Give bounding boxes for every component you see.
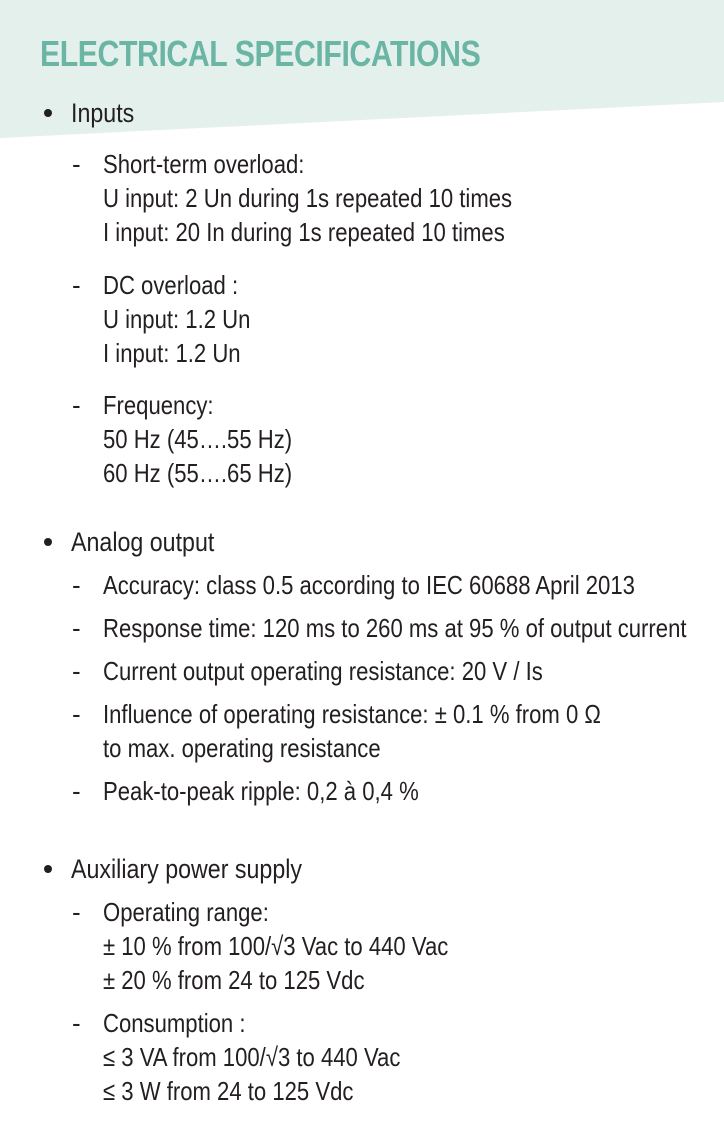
section-heading-label: Analog output	[71, 527, 215, 557]
dash-icon: -	[72, 699, 81, 729]
item-text: DC overload :	[103, 270, 239, 300]
item-text: to max. operating resistance	[103, 733, 381, 763]
dash-icon: -	[72, 570, 81, 600]
item-text: 50 Hz (45….55 Hz)	[103, 424, 293, 454]
item-text: 60 Hz (55….65 Hz)	[103, 458, 293, 488]
bullet-icon	[44, 538, 52, 546]
section-heading-label: Auxiliary power supply	[71, 854, 303, 884]
item-text: ≤ 3 VA from 100/√3 to 440 Vac	[103, 1042, 401, 1072]
item-text: Peak-to-peak ripple: 0,2 à 0,4 %	[103, 776, 419, 806]
item-text: Frequency:	[103, 390, 214, 420]
dash-icon: -	[72, 1008, 81, 1038]
item-text: Short-term overload:	[103, 149, 305, 179]
item-text: U input: 1.2 Un	[103, 304, 251, 334]
item-text: Operating range:	[103, 897, 269, 927]
dash-icon: -	[72, 656, 81, 686]
item-text: ≤ 3 W from 24 to 125 Vdc	[103, 1076, 354, 1106]
bullet-icon	[44, 109, 52, 117]
section-heading-label: Inputs	[71, 98, 135, 128]
item-text: ± 20 % from 24 to 125 Vdc	[103, 965, 365, 995]
item-text: I input: 1.2 Un	[103, 338, 241, 368]
dash-icon: -	[72, 613, 81, 643]
item-text: ± 10 % from 100/√3 Vac to 440 Vac	[103, 931, 449, 961]
dash-icon: -	[72, 149, 81, 179]
page-title: ELECTRICAL SPECIFICATIONS	[40, 33, 481, 74]
section-heading-auxiliary-power-supply	[40, 851, 340, 887]
item-text: I input: 20 In during 1s repeated 10 times	[103, 217, 505, 247]
section-heading-inputs	[40, 95, 145, 131]
item-text: Consumption :	[103, 1008, 246, 1038]
item-text: U input: 2 Un during 1s repeated 10 times	[103, 183, 513, 213]
section-heading-analog-output	[40, 524, 238, 560]
item-text: Influence of operating resistance: ± 0.1 % from 0 Ω	[103, 699, 601, 729]
dash-icon: -	[72, 390, 81, 420]
dash-icon: -	[72, 270, 81, 300]
bullet-icon	[44, 865, 52, 873]
item-text: Accuracy: class 0.5 according to IEC 60688 April 2013	[103, 570, 635, 600]
dash-icon: -	[72, 776, 81, 806]
dash-icon: -	[72, 897, 81, 927]
item-text: Current output operating resistance: 20 V / Is	[103, 656, 543, 686]
item-text: Response time: 120 ms to 260 ms at 95 % of output current	[103, 613, 687, 643]
